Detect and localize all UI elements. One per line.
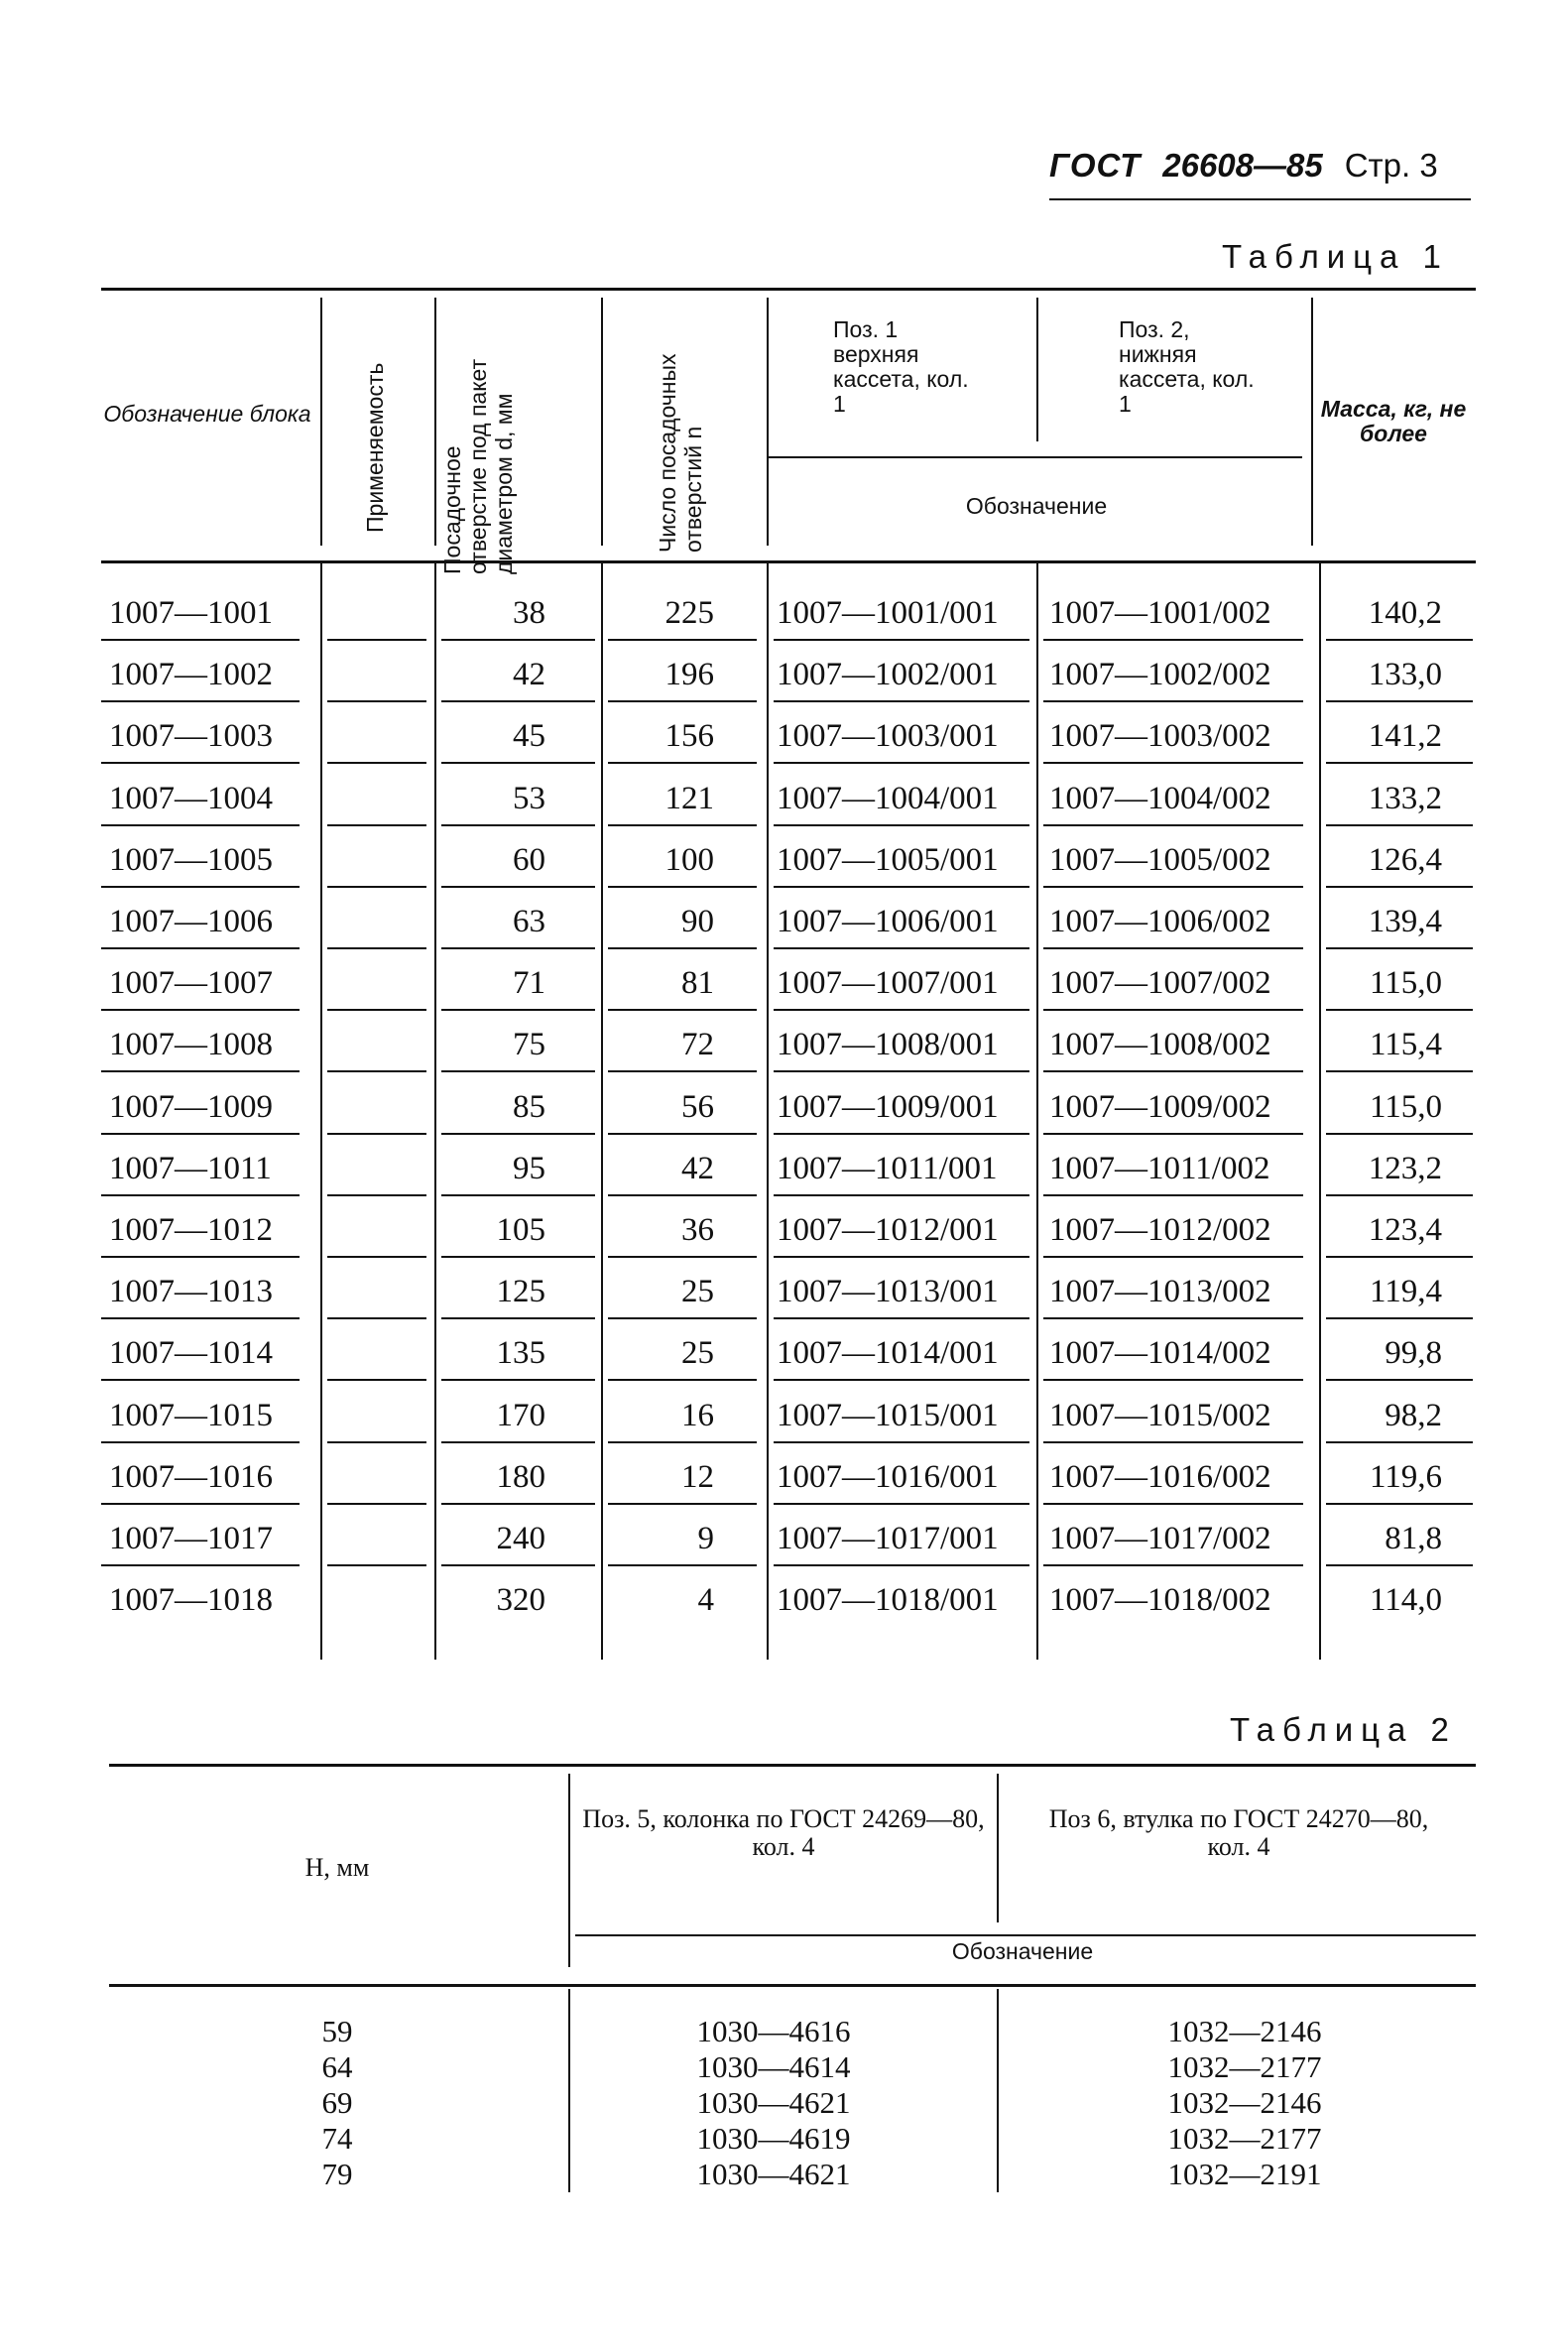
table1-cell-pos1: 1007—1011/001 xyxy=(777,1150,998,1186)
table1-cell-n: 12 xyxy=(681,1458,714,1495)
table1-row-rule xyxy=(1326,1009,1473,1011)
table1-cell-pos2: 1007—1001/002 xyxy=(1049,595,1271,631)
t2-header-h: H, мм xyxy=(304,1853,370,1882)
table1-row-rule xyxy=(441,1379,595,1381)
table1-cell-block: 1007—1004 xyxy=(109,780,273,816)
table1-row-rule xyxy=(441,824,595,826)
table1-row-rule xyxy=(608,1564,757,1566)
table1-cell-block: 1007—1009 xyxy=(109,1088,273,1125)
t2-header-pos6: Поз 6, втулка по ГОСТ 24270—80, кол. 4 xyxy=(1048,1804,1429,1861)
table1-row-rule xyxy=(1326,947,1473,949)
table1-row-rule xyxy=(1043,639,1303,641)
table1-row-rule xyxy=(441,639,595,641)
t2-vline xyxy=(568,1774,570,1967)
table1-cell-n: 25 xyxy=(681,1274,714,1310)
page-header xyxy=(1049,147,1438,185)
table1-cell-n: 225 xyxy=(664,595,714,631)
table1-row-rule xyxy=(1326,1133,1473,1135)
table1-row-rule xyxy=(1043,1194,1303,1196)
table1-row-rule xyxy=(327,1256,426,1258)
table1-designation-rule xyxy=(769,456,1302,458)
table1-row-rule xyxy=(608,1379,757,1381)
table1-cell-n: 121 xyxy=(664,780,714,816)
table2-cell-pos6: 1032—2177 xyxy=(1167,2049,1322,2084)
table1-row-rule xyxy=(774,824,1029,826)
table1-row-rule xyxy=(441,1070,595,1072)
table1-top-rule xyxy=(101,288,1476,291)
table1-row-rule xyxy=(327,824,426,826)
table1-cell-mass: 99,8 xyxy=(1385,1335,1442,1372)
table1-cell-pos2: 1007—1003/002 xyxy=(1049,718,1271,755)
table1-row-rule xyxy=(327,1379,426,1381)
table1-row-rule xyxy=(441,886,595,888)
table1-row-rule xyxy=(101,1256,300,1258)
table1-cell-mass: 126,4 xyxy=(1368,841,1442,878)
table1-cell-d: 38 xyxy=(513,595,545,631)
table1-row-rule xyxy=(101,947,300,949)
table1-row-rule xyxy=(327,700,426,702)
t2-vline xyxy=(997,1774,999,1922)
table1-row-rule xyxy=(441,762,595,764)
table1-row-rule xyxy=(774,1194,1029,1196)
table1-row-rule xyxy=(1043,824,1303,826)
table1-cell-mass: 114,0 xyxy=(1369,1582,1442,1619)
table1-cell-block: 1007—1012 xyxy=(109,1212,273,1248)
table1-cell-pos1: 1007—1005/001 xyxy=(777,841,999,878)
table1-cell-d: 60 xyxy=(513,841,545,878)
table1-row-rule xyxy=(1043,1256,1303,1258)
table1-row-rule xyxy=(327,1070,426,1072)
table1-row-rule xyxy=(327,1441,426,1443)
table1-cell-block: 1007—1003 xyxy=(109,718,273,755)
t1-vline xyxy=(1036,298,1038,441)
table1-row-rule xyxy=(608,1070,757,1072)
table1-row-rule xyxy=(327,886,426,888)
table1-row-rule xyxy=(1043,947,1303,949)
table1-row-rule xyxy=(441,1503,595,1505)
table1-cell-d: 125 xyxy=(496,1274,545,1310)
table1-row-rule xyxy=(608,1194,757,1196)
table1-row-rule xyxy=(327,762,426,764)
t1-vline xyxy=(767,563,769,1660)
table1-row-rule xyxy=(1326,700,1473,702)
table1-row-rule xyxy=(774,639,1029,641)
table1-row-rule xyxy=(101,1564,300,1566)
table1-row-rule xyxy=(441,1009,595,1011)
table1-cell-pos2: 1007—1009/002 xyxy=(1049,1088,1271,1125)
table1-row-rule xyxy=(608,1503,757,1505)
table1-cell-d: 85 xyxy=(513,1088,545,1125)
table2-cell-h: 69 xyxy=(321,2085,353,2120)
table2-cell-pos5: 1030—4621 xyxy=(696,2085,851,2120)
table1-cell-block: 1007—1016 xyxy=(109,1458,273,1495)
table1-cell-pos1: 1007—1017/001 xyxy=(777,1521,999,1556)
table1-cell-pos2: 1007—1011/002 xyxy=(1049,1150,1270,1186)
table1-cell-pos2: 1007—1015/002 xyxy=(1049,1397,1271,1433)
table1-cell-pos1: 1007—1018/001 xyxy=(777,1582,999,1619)
table1-row-rule xyxy=(608,886,757,888)
table1-row-rule xyxy=(1043,1564,1303,1566)
table1-row-rule xyxy=(1043,1441,1303,1443)
table1-cell-d: 180 xyxy=(496,1458,545,1495)
table1-cell-n: 36 xyxy=(681,1212,714,1248)
header-pos1: Поз. 1 верхняя кассета, кол. 1 xyxy=(833,316,969,417)
table2-cell-h: 79 xyxy=(321,2157,353,2191)
table1-row-rule xyxy=(327,1503,426,1505)
table1-cell-pos1: 1007—1003/001 xyxy=(777,718,999,755)
table1-row-rule xyxy=(608,1009,757,1011)
table1-row-rule xyxy=(774,1317,1029,1319)
table1-row-rule xyxy=(441,1564,595,1566)
table1-cell-mass: 81,8 xyxy=(1385,1521,1442,1556)
page-number: Стр. 3 xyxy=(1344,147,1438,184)
table2-top-rule xyxy=(109,1764,1476,1767)
table1-row-rule xyxy=(327,1317,426,1319)
table1-cell-n: 4 xyxy=(697,1582,714,1619)
table1-row-rule xyxy=(101,1317,300,1319)
table2-cell-pos5: 1030—4619 xyxy=(696,2121,851,2156)
table1-row-rule xyxy=(774,1070,1029,1072)
header-designation: Обозначение xyxy=(965,493,1108,519)
table1-row-rule xyxy=(774,1379,1029,1381)
table1-row-rule xyxy=(1326,762,1473,764)
table1-cell-pos1: 1007—1002/001 xyxy=(777,657,999,693)
header-hole-count: Число посадочных отверстий n xyxy=(655,353,706,553)
table1-row-rule xyxy=(774,947,1029,949)
table1-cell-pos1: 1007—1007/001 xyxy=(777,965,999,1002)
table1-cell-d: 45 xyxy=(513,718,545,755)
table1-row-rule xyxy=(774,1503,1029,1505)
table1-cell-mass: 119,6 xyxy=(1369,1458,1442,1495)
table1-cell-pos2: 1007—1005/002 xyxy=(1049,841,1271,878)
table1-row-rule xyxy=(608,1133,757,1135)
table1-row-rule xyxy=(608,700,757,702)
table1-cell-pos1: 1007—1013/001 xyxy=(777,1274,999,1310)
table1-cell-mass: 133,2 xyxy=(1368,780,1442,816)
table1-cell-pos2: 1007—1016/002 xyxy=(1049,1458,1271,1495)
table1-row-rule xyxy=(1326,1503,1473,1505)
table1-cell-pos2: 1007—1017/002 xyxy=(1049,1521,1271,1556)
header-hole-diameter: Посадочное отверстие под пакет диаметром d, мм xyxy=(439,358,517,574)
table1-cell-pos1: 1007—1009/001 xyxy=(777,1088,999,1125)
t1-vline xyxy=(1036,563,1038,1660)
table1-cell-d: 75 xyxy=(513,1027,545,1063)
table1-row-rule xyxy=(1326,1194,1473,1196)
table1-row-rule xyxy=(1326,1256,1473,1258)
table1-cell-n: 25 xyxy=(681,1335,714,1372)
table1-row-rule xyxy=(101,1070,300,1072)
table1-row-rule xyxy=(1043,1070,1303,1072)
table1-row-rule xyxy=(1326,1317,1473,1319)
table1-cell-block: 1007—1002 xyxy=(109,657,273,693)
table1-row-rule xyxy=(101,824,300,826)
table2-cell-pos6: 1032—2177 xyxy=(1167,2121,1322,2156)
t1-vline xyxy=(320,298,322,546)
table1-title: Таблица 1 xyxy=(1222,238,1449,275)
t1-vline xyxy=(1311,298,1313,546)
table1-row-rule xyxy=(441,1194,595,1196)
table1-cell-pos1: 1007—1015/001 xyxy=(777,1397,999,1433)
table1-cell-d: 95 xyxy=(513,1150,545,1186)
table1-cell-n: 81 xyxy=(681,965,714,1002)
table1-row-rule xyxy=(327,947,426,949)
table1-cell-block: 1007—1014 xyxy=(109,1335,273,1372)
table1-row-rule xyxy=(1043,1009,1303,1011)
table1-cell-d: 135 xyxy=(496,1335,545,1372)
table1-cell-pos1: 1007—1014/001 xyxy=(777,1335,999,1372)
table1-cell-block: 1007—1008 xyxy=(109,1027,273,1063)
table1-row-rule xyxy=(1326,824,1473,826)
table1-row-rule xyxy=(774,700,1029,702)
table1-cell-n: 100 xyxy=(664,841,714,878)
table1-row-rule xyxy=(608,947,757,949)
table1-cell-mass: 115,0 xyxy=(1369,1088,1442,1125)
table1-cell-mass: 123,4 xyxy=(1368,1212,1442,1248)
t2-header-designation: Обозначение xyxy=(951,1938,1094,1964)
table1-row-rule xyxy=(774,1133,1029,1135)
table1-cell-pos2: 1007—1012/002 xyxy=(1049,1212,1271,1248)
table1-cell-pos1: 1007—1006/001 xyxy=(777,904,999,939)
t1-vline xyxy=(601,298,603,546)
table2-cell-h: 59 xyxy=(321,2014,353,2048)
table1-row-rule xyxy=(1043,700,1303,702)
table1-row-rule xyxy=(327,639,426,641)
table1-cell-block: 1007—1013 xyxy=(109,1274,273,1310)
table1-cell-pos1: 1007—1016/001 xyxy=(777,1458,999,1495)
table1-row-rule xyxy=(101,886,300,888)
table2-cell-pos5: 1030—4614 xyxy=(696,2049,851,2084)
table1-cell-n: 196 xyxy=(664,657,714,693)
table1-cell-n: 16 xyxy=(681,1397,714,1433)
table1-cell-n: 90 xyxy=(681,904,714,939)
table1-row-rule xyxy=(101,1133,300,1135)
t1-vline xyxy=(434,298,436,546)
header-pos2: Поз. 2, нижняя кассета, кол. 1 xyxy=(1119,316,1255,417)
table1-cell-pos1: 1007—1004/001 xyxy=(777,780,999,816)
table1-cell-pos2: 1007—1004/002 xyxy=(1049,780,1271,816)
table1-cell-block: 1007—1017 xyxy=(109,1521,273,1556)
table1-cell-mass: 141,2 xyxy=(1368,718,1442,755)
table1-cell-mass: 133,0 xyxy=(1368,657,1442,693)
table1-cell-pos2: 1007—1007/002 xyxy=(1049,965,1271,1002)
table1-row-rule xyxy=(441,1133,595,1135)
table1-cell-mass: 123,2 xyxy=(1368,1150,1442,1186)
table2-cell-pos6: 1032—2146 xyxy=(1167,2014,1322,2048)
table1-row-rule xyxy=(101,1503,300,1505)
t2-vline xyxy=(997,1989,999,2192)
t2-header-pos5: Поз. 5, колонка по ГОСТ 24269—80, кол. 4 xyxy=(582,1804,985,1861)
table1-cell-n: 72 xyxy=(681,1027,714,1063)
table2-header-rule xyxy=(109,1984,1476,1987)
table1-cell-pos2: 1007—1014/002 xyxy=(1049,1335,1271,1372)
table1-row-rule xyxy=(774,1009,1029,1011)
table1-row-rule xyxy=(1043,1379,1303,1381)
gost-label: ГОСТ xyxy=(1049,147,1142,184)
table1-cell-block: 1007—1007 xyxy=(109,965,273,1002)
table1-header-rule xyxy=(101,560,1476,563)
table1-row-rule xyxy=(608,762,757,764)
table1-cell-d: 240 xyxy=(496,1521,545,1556)
table1-row-rule xyxy=(101,1009,300,1011)
table1-row-rule xyxy=(101,762,300,764)
table1-cell-pos1: 1007—1001/001 xyxy=(777,595,999,631)
table1-row-rule xyxy=(1326,1564,1473,1566)
table1-row-rule xyxy=(327,1194,426,1196)
table1-cell-mass: 115,4 xyxy=(1369,1027,1442,1063)
table1-row-rule xyxy=(1326,1070,1473,1072)
table1-cell-block: 1007—1001 xyxy=(109,595,273,631)
table1-cell-d: 63 xyxy=(513,904,545,939)
table1-cell-mass: 140,2 xyxy=(1368,595,1442,631)
table1-cell-pos2: 1007—1018/002 xyxy=(1049,1582,1271,1619)
table1-cell-mass: 119,4 xyxy=(1369,1274,1442,1310)
table1-cell-n: 9 xyxy=(697,1521,714,1556)
table1-cell-d: 320 xyxy=(496,1582,545,1619)
table1-cell-block: 1007—1005 xyxy=(109,841,273,878)
table1-row-rule xyxy=(101,700,300,702)
table1-row-rule xyxy=(608,1317,757,1319)
gost-number: 26608—85 xyxy=(1162,147,1323,184)
table1-row-rule xyxy=(774,1564,1029,1566)
table1-row-rule xyxy=(1043,1133,1303,1135)
table1-cell-mass: 115,0 xyxy=(1369,965,1442,1002)
table1-row-rule xyxy=(1326,1441,1473,1443)
table1-cell-pos1: 1007—1008/001 xyxy=(777,1027,999,1063)
table1-row-rule xyxy=(774,762,1029,764)
header-underline xyxy=(1049,198,1471,200)
table1-row-rule xyxy=(327,1009,426,1011)
table1-cell-pos2: 1007—1008/002 xyxy=(1049,1027,1271,1063)
table1-row-rule xyxy=(774,1441,1029,1443)
header-block: Обозначение блока xyxy=(103,401,311,427)
table1-row-rule xyxy=(1043,886,1303,888)
table1-row-rule xyxy=(1326,886,1473,888)
table1-cell-n: 42 xyxy=(681,1150,714,1186)
table2-cell-h: 64 xyxy=(321,2049,353,2084)
table1-row-rule xyxy=(101,639,300,641)
table1-row-rule xyxy=(101,1441,300,1443)
table1-cell-pos2: 1007—1013/002 xyxy=(1049,1274,1271,1310)
table1-row-rule xyxy=(327,1133,426,1135)
table1-cell-n: 56 xyxy=(681,1088,714,1125)
table1-cell-d: 53 xyxy=(513,780,545,816)
table1-cell-d: 71 xyxy=(513,965,545,1002)
table1-cell-pos1: 1007—1012/001 xyxy=(777,1212,999,1248)
table1-row-rule xyxy=(441,1256,595,1258)
table2-designation-rule xyxy=(575,1934,1476,1936)
table1-row-rule xyxy=(101,1194,300,1196)
table2-cell-pos6: 1032—2146 xyxy=(1167,2085,1322,2120)
table1-cell-d: 105 xyxy=(496,1212,545,1248)
header-applicability: Применяемость xyxy=(362,362,388,533)
table1-cell-block: 1007—1006 xyxy=(109,904,273,939)
table1-row-rule xyxy=(1326,639,1473,641)
table1-row-rule xyxy=(1326,1379,1473,1381)
table2-cell-pos6: 1032—2191 xyxy=(1167,2157,1322,2191)
table2-cell-pos5: 1030—4616 xyxy=(696,2014,851,2048)
table1-cell-pos2: 1007—1002/002 xyxy=(1049,657,1271,693)
table1-row-rule xyxy=(774,886,1029,888)
table1-row-rule xyxy=(608,639,757,641)
table2-title: Таблица 2 xyxy=(1230,1711,1457,1748)
table1-row-rule xyxy=(1043,1317,1303,1319)
table1-cell-mass: 98,2 xyxy=(1385,1397,1442,1433)
t1-vline xyxy=(320,563,322,1660)
table1-row-rule xyxy=(608,1256,757,1258)
table1-cell-block: 1007—1011 xyxy=(109,1150,272,1186)
table1-row-rule xyxy=(441,700,595,702)
table1-cell-mass: 139,4 xyxy=(1368,904,1442,939)
table1-row-rule xyxy=(774,1256,1029,1258)
table1-cell-pos2: 1007—1006/002 xyxy=(1049,904,1271,939)
table1-row-rule xyxy=(1043,762,1303,764)
table1-cell-block: 1007—1018 xyxy=(109,1582,273,1619)
table1-cell-d: 42 xyxy=(513,657,545,693)
table1-row-rule xyxy=(441,1317,595,1319)
table1-row-rule xyxy=(608,1441,757,1443)
table1-cell-block: 1007—1015 xyxy=(109,1397,273,1433)
table1-row-rule xyxy=(101,1379,300,1381)
table2-cell-pos5: 1030—4621 xyxy=(696,2157,851,2191)
table2-cell-h: 74 xyxy=(321,2121,353,2156)
table1-row-rule xyxy=(1043,1503,1303,1505)
table1-row-rule xyxy=(441,947,595,949)
table1-cell-d: 170 xyxy=(496,1397,545,1433)
table1-row-rule xyxy=(608,824,757,826)
table1-row-rule xyxy=(327,1564,426,1566)
header-mass: Масса, кг, не более xyxy=(1320,396,1467,446)
table1-row-rule xyxy=(441,1441,595,1443)
table1-cell-n: 156 xyxy=(664,718,714,755)
t2-vline xyxy=(568,1989,570,2192)
